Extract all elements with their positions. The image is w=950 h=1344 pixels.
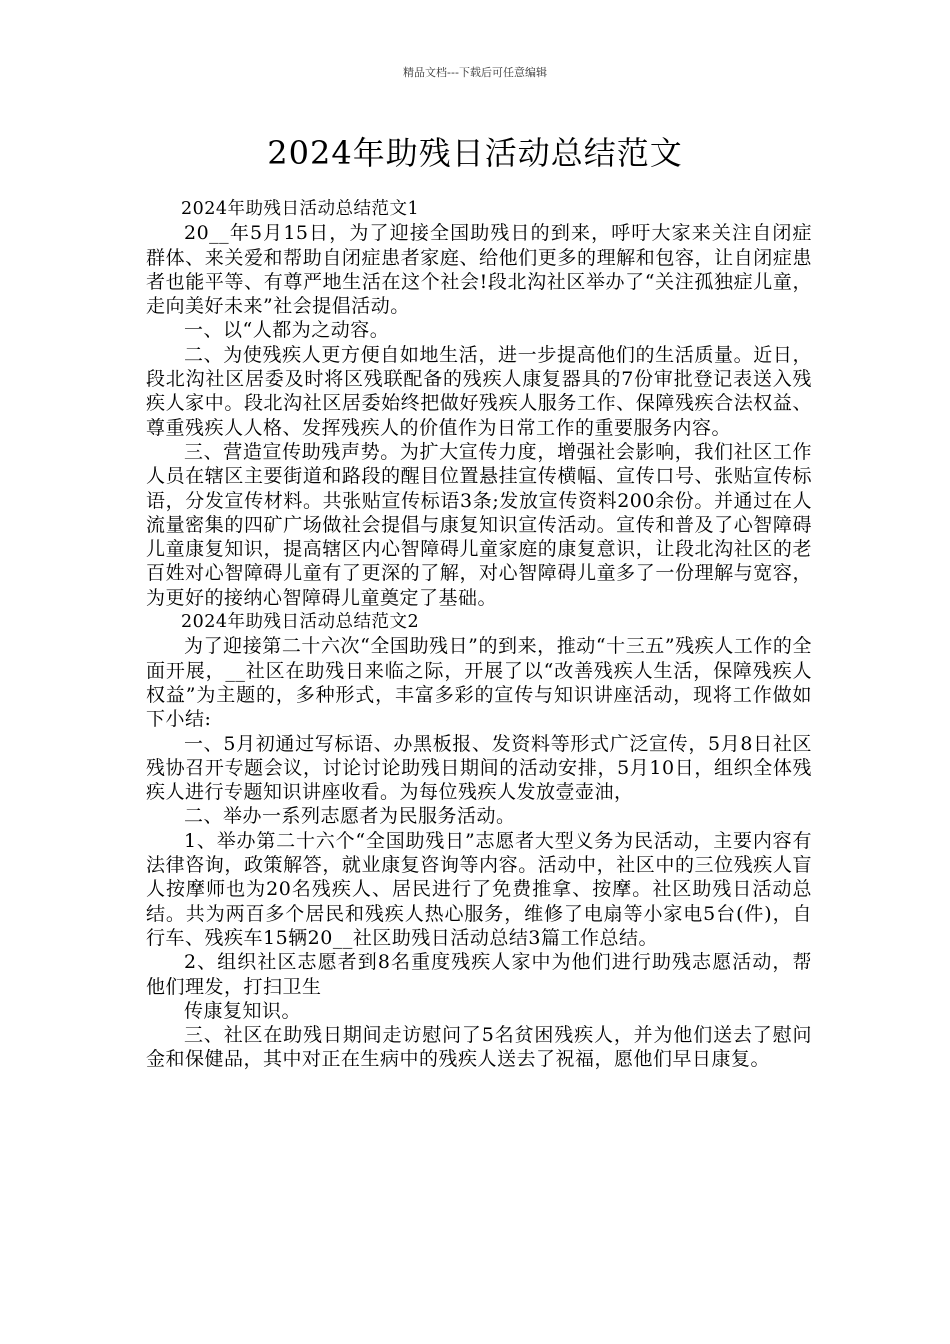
section-heading: 2024年助残日活动总结范文1: [181, 199, 420, 219]
section-heading: 2024年助残日活动总结范文2: [181, 612, 420, 633]
paragraph: 20__年5月15日，为了迎接全国助残日的到来，呼吁大家来关注自闭症群体、来关爱和帮助自闭症患者家庭、给他们更多的理解和包容，让自闭症患者也能平等、有尊严地生活在这个社会!段北沟社区举办了“关注孤独症儿童，走向美好未来”社会提倡活动。: [146, 222, 812, 318]
paragraph: 三、营造宣传助残声势。为扩大宣传力度，增强社会影响，我们社区工作人员在辖区主要街道和路段的醒目位置悬挂宣传横幅、宣传口号、张贴宣传标语，分发宣传材料。共张贴宣传标语3条;发放宣传资料200余份。并通过在人流量密集的四矿广场做社会提倡与康复知识宣传活动。宣传和普及了心智障碍儿童康复知识，提高辖区内心智障碍儿童家庭的康复意识，让段北沟社区的老百姓对心智障碍儿童有了更深的了解，对心智障碍儿童多了一份理解与宽容，为更好的接纳心智障碍儿童奠定了基础。: [146, 440, 812, 609]
document-title: 2024年助残日活动总结范文: [267, 134, 683, 172]
paragraph: 二、举办一系列志愿者为民服务活动。: [184, 805, 516, 828]
paragraph: 一、以“人都为之动容。: [184, 319, 390, 342]
paragraph: 1、举办第二十六个“全国助残日”志愿者大型义务为民活动，主要内容有法律咨询，政策解答，就业康复咨询等内容。活动中，社区中的三位残疾人盲人按摩师也为20名残疾人、居民进行了免费推拿、按摩。社区助残日活动总结。共为两百多个居民和残疾人热心服务，维修了电扇等小家电5台(件)，自行车、残疾车15辆20__社区助残日活动总结3篇工作总结。: [146, 829, 812, 949]
document-body: [146, 197, 812, 1072]
page-header-note: 精品文档---下载后可任意编辑: [403, 66, 547, 79]
paragraph: 传康复知识。: [184, 999, 302, 1022]
paragraph: 二、为使残疾人更方便自如地生活，进一步提高他们的生活质量。近日，段北沟社区居委及时将区残联配备的残疾人康复器具的7份审批登记表送入残疾人家中。段北沟社区居委始终把做好残疾人服务工作、保障残疾合法权益、尊重残疾人人格、发挥残疾人的价值作为日常工作的重要服务内容。: [146, 343, 812, 439]
paragraph: 2、组织社区志愿者到8名重度残疾人家中为他们进行助残志愿活动，帮他们理发，打扫卫生: [146, 951, 812, 998]
paragraph: 一、5月初通过写标语、办黑板报、发资料等形式广泛宣传，5月8日社区残协召开专题会议，讨论讨论助残日期间的活动安排，5月10日，组织全体残疾人进行专题知识讲座收看。为每位残疾人发放壹壶油，: [146, 732, 812, 804]
paragraph: 三、社区在助残日期间走访慰问了5名贫困残疾人，并为他们送去了慰问金和保健品，其中对正在生病中的残疾人送去了祝福，愿他们早日康复。: [146, 1024, 812, 1071]
paragraph: 为了迎接第二十六次“全国助残日”的到来，推动“十三五”残疾人工作的全面开展，__社区在助残日来临之际，开展了以“改善残疾人生活，保障残疾人权益”为主题的，多种形式，丰富多彩的宣传与知识讲座活动，现将工作做如下小结:: [146, 635, 812, 731]
